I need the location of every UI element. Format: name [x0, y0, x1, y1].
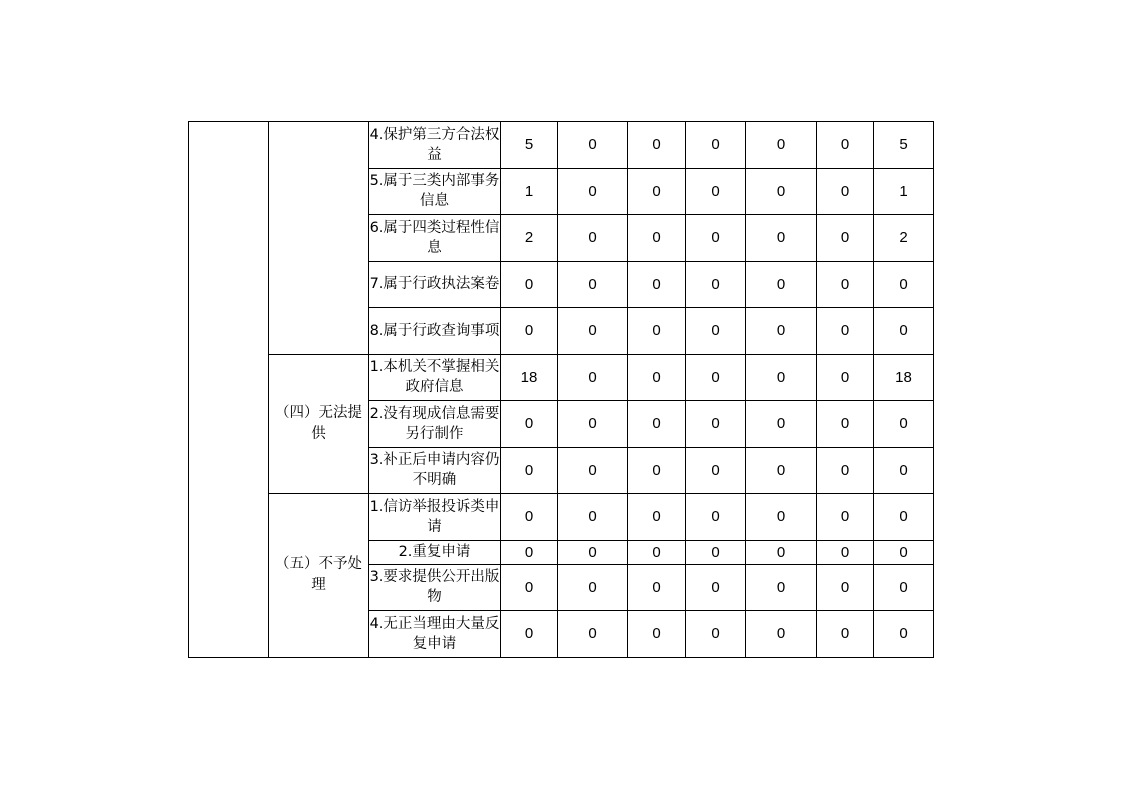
value-cell: 0 — [628, 447, 686, 494]
value-cell: 0 — [817, 564, 874, 611]
table-row — [189, 494, 934, 541]
value-cell: 0 — [628, 122, 686, 169]
row-label: 7.属于行政执法案卷 — [369, 261, 501, 308]
value-cell: 0 — [874, 261, 934, 308]
value-cell: 0 — [501, 540, 558, 564]
value-cell: 0 — [628, 401, 686, 448]
value-cell: 0 — [874, 494, 934, 541]
value-cell: 1 — [501, 168, 558, 215]
value-cell: 0 — [558, 447, 628, 494]
row-label: 4.保护第三方合法权益 — [369, 122, 501, 169]
category-cell — [189, 122, 269, 658]
value-cell: 0 — [628, 354, 686, 401]
group-cell: （五）不予处理 — [269, 494, 369, 658]
value-cell: 0 — [558, 494, 628, 541]
value-cell: 0 — [501, 261, 558, 308]
row-label: 2.重复申请 — [369, 540, 501, 564]
row-label: 8.属于行政查询事项 — [369, 308, 501, 355]
group-cell: （四）无法提供 — [269, 354, 369, 494]
value-cell: 0 — [628, 564, 686, 611]
value-cell: 0 — [746, 168, 817, 215]
value-cell: 0 — [558, 122, 628, 169]
value-cell: 0 — [686, 447, 746, 494]
value-cell: 0 — [686, 168, 746, 215]
value-cell: 0 — [817, 354, 874, 401]
row-label: 4.无正当理由大量反复申请 — [369, 611, 501, 658]
value-cell: 0 — [686, 215, 746, 262]
value-cell: 0 — [628, 168, 686, 215]
value-cell: 0 — [817, 215, 874, 262]
value-cell: 0 — [558, 564, 628, 611]
row-label: 3.要求提供公开出版物 — [369, 564, 501, 611]
value-cell: 0 — [501, 308, 558, 355]
value-cell: 0 — [746, 401, 817, 448]
value-cell: 0 — [746, 215, 817, 262]
table-body — [189, 122, 934, 658]
value-cell: 0 — [746, 564, 817, 611]
value-cell: 0 — [874, 401, 934, 448]
value-cell: 0 — [874, 611, 934, 658]
table-row — [189, 354, 934, 401]
value-cell: 0 — [746, 447, 817, 494]
table-row — [189, 122, 934, 169]
value-cell: 0 — [746, 611, 817, 658]
value-cell: 2 — [501, 215, 558, 262]
value-cell: 0 — [686, 611, 746, 658]
value-cell: 0 — [746, 308, 817, 355]
row-label: 1.信访举报投诉类申请 — [369, 494, 501, 541]
value-cell: 0 — [558, 540, 628, 564]
value-cell: 5 — [874, 122, 934, 169]
value-cell: 0 — [686, 122, 746, 169]
value-cell: 0 — [686, 261, 746, 308]
value-cell: 0 — [501, 611, 558, 658]
row-label: 1.本机关不掌握相关政府信息 — [369, 354, 501, 401]
value-cell: 0 — [817, 401, 874, 448]
value-cell: 0 — [746, 540, 817, 564]
value-cell: 0 — [501, 401, 558, 448]
value-cell: 0 — [686, 564, 746, 611]
value-cell: 0 — [686, 494, 746, 541]
value-cell: 0 — [628, 611, 686, 658]
value-cell: 0 — [501, 447, 558, 494]
row-label: 2.没有现成信息需要另行制作 — [369, 401, 501, 448]
value-cell: 0 — [874, 540, 934, 564]
value-cell: 0 — [746, 354, 817, 401]
value-cell: 0 — [628, 308, 686, 355]
value-cell: 0 — [746, 494, 817, 541]
value-cell: 0 — [746, 261, 817, 308]
value-cell: 0 — [817, 494, 874, 541]
value-cell: 0 — [558, 215, 628, 262]
value-cell: 0 — [628, 215, 686, 262]
value-cell: 0 — [558, 401, 628, 448]
value-cell: 1 — [874, 168, 934, 215]
value-cell: 0 — [628, 494, 686, 541]
value-cell: 0 — [628, 261, 686, 308]
value-cell: 0 — [874, 564, 934, 611]
value-cell: 0 — [686, 540, 746, 564]
value-cell: 0 — [817, 447, 874, 494]
row-label: 6.属于四类过程性信息 — [369, 215, 501, 262]
row-label: 5.属于三类内部事务信息 — [369, 168, 501, 215]
value-cell: 0 — [817, 122, 874, 169]
value-cell: 0 — [817, 261, 874, 308]
value-cell: 0 — [686, 401, 746, 448]
value-cell: 0 — [817, 308, 874, 355]
value-cell: 0 — [558, 308, 628, 355]
row-label: 3.补正后申请内容仍不明确 — [369, 447, 501, 494]
value-cell: 0 — [558, 261, 628, 308]
value-cell: 0 — [501, 494, 558, 541]
value-cell: 0 — [817, 540, 874, 564]
value-cell: 5 — [501, 122, 558, 169]
value-cell: 18 — [874, 354, 934, 401]
value-cell: 0 — [501, 564, 558, 611]
statistics-table — [188, 121, 934, 658]
value-cell: 0 — [558, 168, 628, 215]
value-cell: 0 — [686, 354, 746, 401]
value-cell: 0 — [628, 540, 686, 564]
value-cell: 0 — [746, 122, 817, 169]
value-cell: 0 — [874, 308, 934, 355]
value-cell: 2 — [874, 215, 934, 262]
value-cell: 0 — [558, 354, 628, 401]
value-cell: 0 — [817, 611, 874, 658]
value-cell: 18 — [501, 354, 558, 401]
value-cell: 0 — [558, 611, 628, 658]
group-cell — [269, 122, 369, 355]
value-cell: 0 — [817, 168, 874, 215]
value-cell: 0 — [874, 447, 934, 494]
value-cell: 0 — [686, 308, 746, 355]
